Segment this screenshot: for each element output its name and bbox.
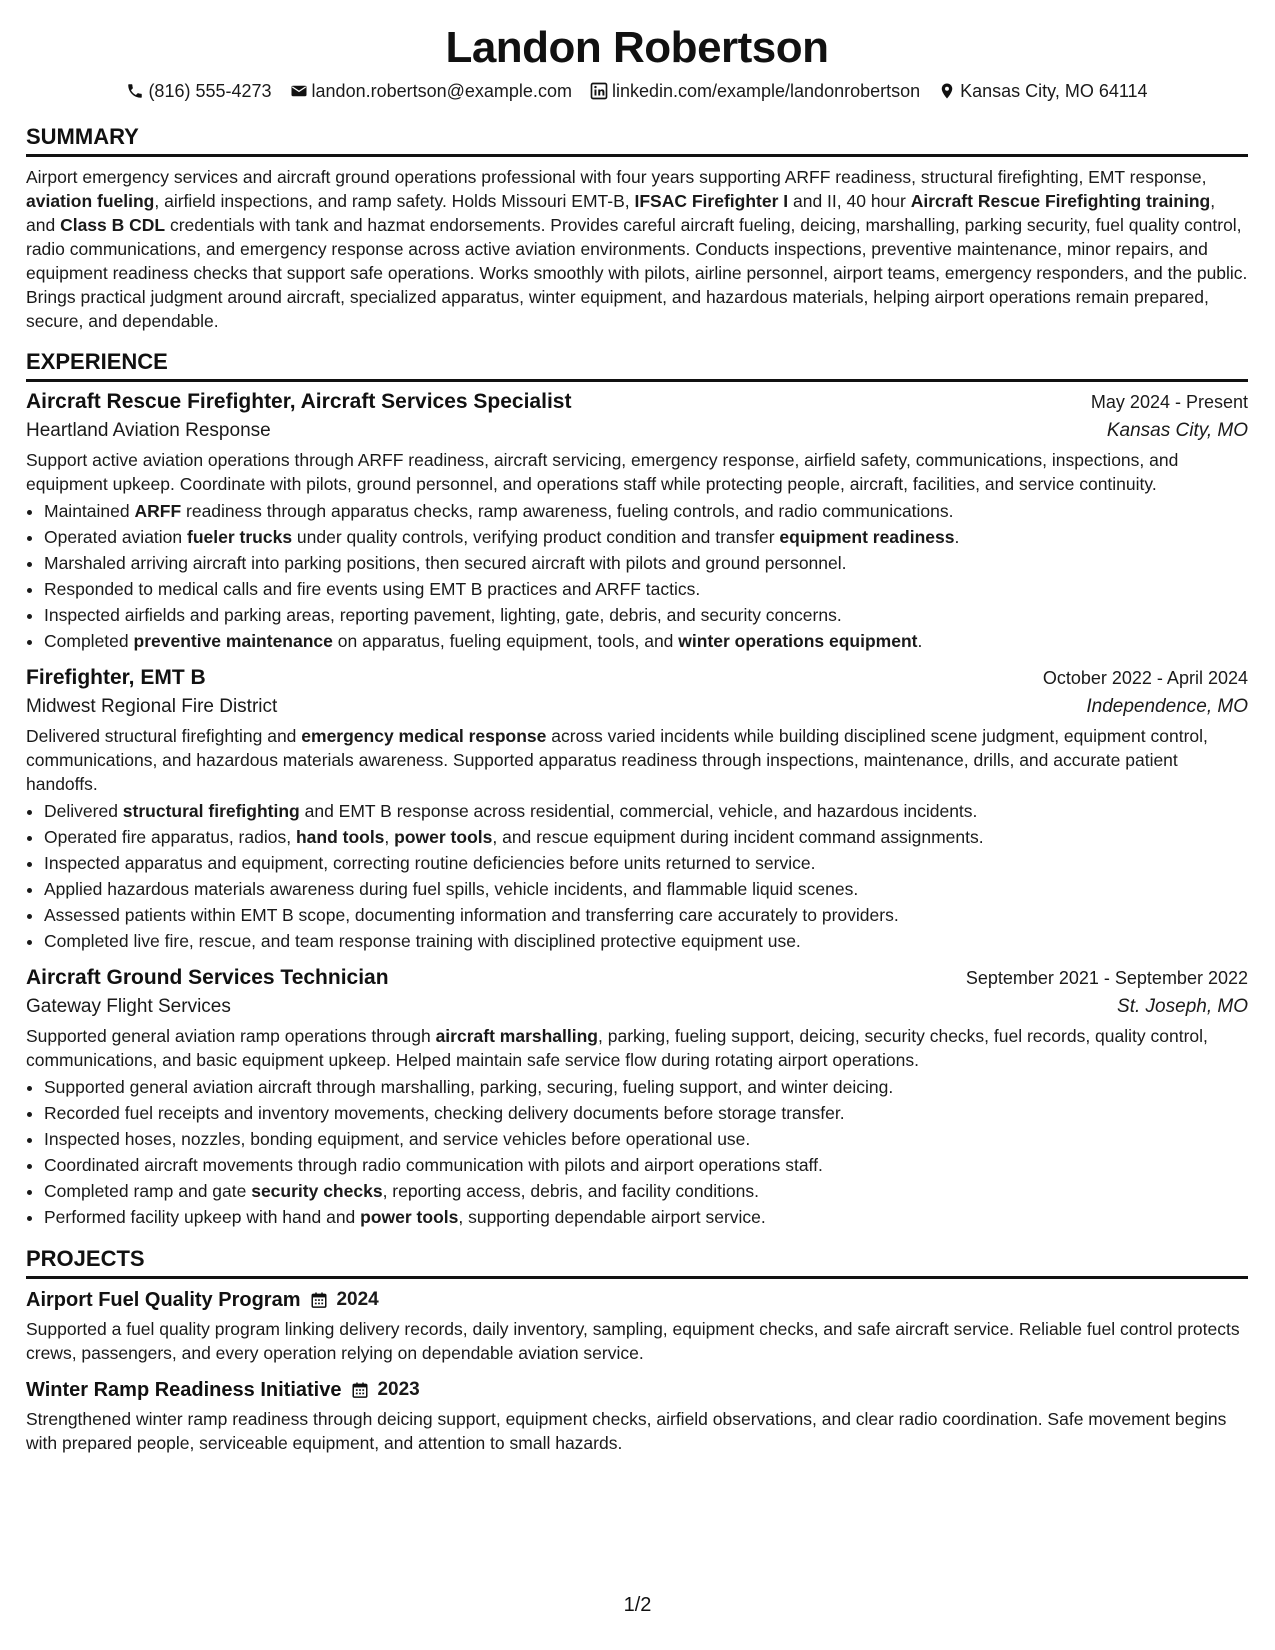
text-segment: , xyxy=(384,827,395,847)
location-text: Kansas City, MO 64114 xyxy=(960,81,1148,101)
experience-heading: EXPERIENCE xyxy=(26,349,1248,382)
resume-page xyxy=(26,22,1248,1455)
bold-text: security checks xyxy=(251,1181,383,1201)
bold-text: equipment readiness xyxy=(779,527,955,547)
bullet-item xyxy=(44,498,1248,524)
bold-text: power tools xyxy=(394,827,493,847)
project-description: Strengthened winter ramp readiness through deicing support, equipment checks, airfield observations, and clear radio coordination. Safe movement begins with prepared people, serviceable equipment, and attention to small hazards. xyxy=(26,1409,1227,1453)
text-segment: Operated aviation xyxy=(44,527,188,547)
bullet-item xyxy=(44,1152,1248,1178)
text-segment: Completed xyxy=(44,631,134,651)
text-segment: under quality controls, verifying product condition and transfer xyxy=(292,527,780,547)
job-entry xyxy=(26,964,1248,1230)
bullet-item xyxy=(44,1204,1248,1230)
text-segment: Coordinated aircraft movements through radio communication with pilots and airport operations staff. xyxy=(44,1155,823,1175)
bullet-item xyxy=(44,602,1248,628)
job-location: Independence, MO xyxy=(1086,696,1248,717)
envelope-icon xyxy=(290,82,308,100)
summary-heading: SUMMARY xyxy=(26,124,1248,157)
text-segment: credentials with tank and hazmat endorsements. Provides careful aircraft fueling, deicing, marshalling, parking security, fuel quality control, radio communications, and emergency response across active aviation environments. Conducts inspections, preventive maintenance, minor repairs, and equipment readiness checks that support safe operations. Works smoothly with pilots, airline personnel, airport teams, emergency responders, and the public. Brings practical judgment around aircraft, specialized apparatus, winter equipment, and hazardous materials, helping airport operations remain prepared, secure, and dependable. xyxy=(26,215,1248,331)
bullet-item xyxy=(44,850,1248,876)
text-segment: , airfield inspections, and ramp safety. Holds Missouri EMT-B, xyxy=(154,191,635,211)
job-location: St. Joseph, MO xyxy=(1117,996,1248,1017)
projects-section xyxy=(26,1246,1248,1455)
bullet-item xyxy=(44,1126,1248,1152)
job-title: Firefighter, EMT B xyxy=(26,666,206,689)
job-summary xyxy=(26,448,1248,496)
bold-text: fueler trucks xyxy=(187,527,293,547)
job-bullets xyxy=(26,498,1248,654)
text-segment: across varied incidents while building disciplined scene judgment, equipment control, communications, and hazardous materials awareness. Supported apparatus readiness through inspections, maintenance, drills, and accurate patient handoffs. xyxy=(26,726,1208,794)
text-segment: Support active aviation operations through ARFF readiness, aircraft servicing, emergency response, airfield safety, communications, inspections, and equipment upkeep. Coordinate with pilots, ground personnel, and operations staff while protecting people, aircraft, facilities, and service continuity. xyxy=(26,450,1179,494)
text-segment: on apparatus, fueling equipment, tools, and xyxy=(332,631,679,651)
text-segment: Inspected apparatus and equipment, correcting routine deficiencies before units returned to service. xyxy=(44,853,816,873)
bold-text: structural firefighting xyxy=(122,801,300,821)
candidate-name: Landon Robertson xyxy=(445,23,829,72)
project-year: 2023 xyxy=(377,1379,420,1400)
contact-email[interactable] xyxy=(290,80,572,102)
text-segment: Responded to medical calls and fire events using EMT B practices and ARFF tactics. xyxy=(44,579,701,599)
job-title: Aircraft Rescue Firefighter, Aircraft Services Specialist xyxy=(26,390,572,413)
job-dates: October 2022 - April 2024 xyxy=(1042,668,1248,688)
bullet-item xyxy=(44,1074,1248,1100)
job-bullets xyxy=(26,798,1248,954)
bold-text: power tools xyxy=(360,1207,459,1227)
project-entry xyxy=(26,1377,1248,1455)
job-dates: September 2021 - September 2022 xyxy=(965,968,1248,988)
bullet-item xyxy=(44,576,1248,602)
text-segment: . xyxy=(917,631,923,651)
job-location: Kansas City, MO xyxy=(1106,420,1248,441)
map-pin-icon xyxy=(938,82,956,100)
bullet-item xyxy=(44,550,1248,576)
job-summary xyxy=(26,1024,1248,1072)
bold-text: aviation fueling xyxy=(26,191,155,211)
email-link[interactable]: landon.robertson@example.com xyxy=(311,81,572,101)
bold-text: aircraft marshalling xyxy=(435,1026,598,1046)
linkedin-link[interactable]: linkedin.com/example/landonrobertson xyxy=(611,81,921,101)
job-entry xyxy=(26,388,1248,654)
text-segment: and EMT B response across residential, commercial, vehicle, and hazardous incidents. xyxy=(299,801,978,821)
contact-linkedin[interactable] xyxy=(590,80,920,102)
phone-text: (816) 555-4273 xyxy=(148,81,272,101)
linkedin-icon xyxy=(590,82,608,100)
project-description: Supported a fuel quality program linking delivery records, daily inventory, sampling, equipment checks, and safe aircraft service. Reliable fuel control protects crews, passengers, and every operation relying on dependable aviation service. xyxy=(26,1319,1240,1363)
bold-text: hand tools xyxy=(295,827,385,847)
text-segment: Completed live fire, rescue, and team response training with disciplined protective equipment use. xyxy=(44,931,801,951)
bold-text: ARFF xyxy=(134,501,182,521)
job-entry xyxy=(26,664,1248,954)
project-title: Winter Ramp Readiness Initiative xyxy=(26,1379,342,1401)
job-title: Aircraft Ground Services Technician xyxy=(26,966,389,989)
text-segment: readiness through apparatus checks, ramp awareness, fueling controls, and radio communications. xyxy=(181,501,954,521)
text-segment: Delivered xyxy=(44,801,123,821)
contact-location xyxy=(938,80,1147,102)
project-year: 2024 xyxy=(336,1289,379,1310)
text-segment: . xyxy=(954,527,960,547)
bold-text: emergency medical response xyxy=(301,726,547,746)
calendar-icon xyxy=(351,1381,369,1399)
text-segment: Supported general aviation aircraft through marshalling, parking, securing, fueling support, and winter deicing. xyxy=(44,1077,894,1097)
bullet-item xyxy=(44,524,1248,550)
text-segment: Inspected airfields and parking areas, reporting pavement, lighting, gate, debris, and security concerns. xyxy=(44,605,842,625)
calendar-icon xyxy=(310,1291,328,1309)
bullet-item xyxy=(44,876,1248,902)
bullet-item xyxy=(44,824,1248,850)
contact-bar xyxy=(26,80,1248,102)
text-segment: Performed facility upkeep with hand and xyxy=(44,1207,361,1227)
experience-section xyxy=(26,349,1248,1230)
summary-section xyxy=(26,124,1248,333)
text-segment: Inspected hoses, nozzles, bonding equipment, and service vehicles before operational use. xyxy=(44,1129,751,1149)
text-segment: Assessed patients within EMT B scope, documenting information and transferring care accurately to providers. xyxy=(44,905,899,925)
bullet-item xyxy=(44,628,1248,654)
bullet-item xyxy=(44,928,1248,954)
bold-text: Class B CDL xyxy=(60,215,166,235)
text-segment: , reporting access, debris, and facility conditions. xyxy=(382,1181,760,1201)
phone-icon xyxy=(126,82,144,100)
job-company: Gateway Flight Services xyxy=(26,996,231,1017)
bullet-item xyxy=(44,798,1248,824)
bullet-item xyxy=(44,1100,1248,1126)
job-company: Heartland Aviation Response xyxy=(26,420,271,441)
text-segment: Airport emergency services and aircraft ground operations professional with four years supporting ARFF readiness, structural firefighting, EMT response, xyxy=(26,167,1207,187)
text-segment: , and rescue equipment during incident command assignments. xyxy=(492,827,984,847)
bullet-item xyxy=(44,902,1248,928)
text-segment: Recorded fuel receipts and inventory movements, checking delivery documents before storage transfer. xyxy=(44,1103,845,1123)
text-segment: , supporting dependable airport service. xyxy=(458,1207,766,1227)
job-company: Midwest Regional Fire District xyxy=(26,696,278,717)
text-segment: Marshaled arriving aircraft into parking positions, then secured aircraft with pilots and ground personnel. xyxy=(44,553,847,573)
bold-text: Aircraft Rescue Firefighting training xyxy=(910,191,1211,211)
text-segment: Supported general aviation ramp operations through xyxy=(26,1026,436,1046)
projects-heading: PROJECTS xyxy=(26,1246,1248,1279)
job-summary xyxy=(26,724,1248,796)
text-segment: and II, 40 hour xyxy=(788,191,911,211)
contact-phone xyxy=(126,80,271,102)
text-segment: , and xyxy=(26,191,1216,235)
bold-text: winter operations equipment xyxy=(678,631,918,651)
text-segment: Delivered structural firefighting and xyxy=(26,726,302,746)
text-segment: Completed ramp and gate xyxy=(44,1181,252,1201)
bullet-item xyxy=(44,1178,1248,1204)
project-entry xyxy=(26,1287,1248,1365)
text-segment: Applied hazardous materials awareness during fuel spills, vehicle incidents, and flammable liquid scenes. xyxy=(44,879,859,899)
job-bullets xyxy=(26,1074,1248,1230)
summary-text xyxy=(26,165,1248,333)
text-segment: Operated fire apparatus, radios, xyxy=(44,827,296,847)
text-segment: , parking, fueling support, deicing, security checks, fuel records, quality control, communications, and basic equipment upkeep. Helped maintain safe service flow during rotating airport operations. xyxy=(26,1026,1208,1070)
bold-text: IFSAC Firefighter I xyxy=(634,191,789,211)
page-number: 1/2 xyxy=(623,1594,652,1616)
text-segment: Maintained xyxy=(44,501,135,521)
project-title: Airport Fuel Quality Program xyxy=(26,1289,301,1311)
bold-text: preventive maintenance xyxy=(133,631,333,651)
job-dates: May 2024 - Present xyxy=(1090,392,1248,412)
